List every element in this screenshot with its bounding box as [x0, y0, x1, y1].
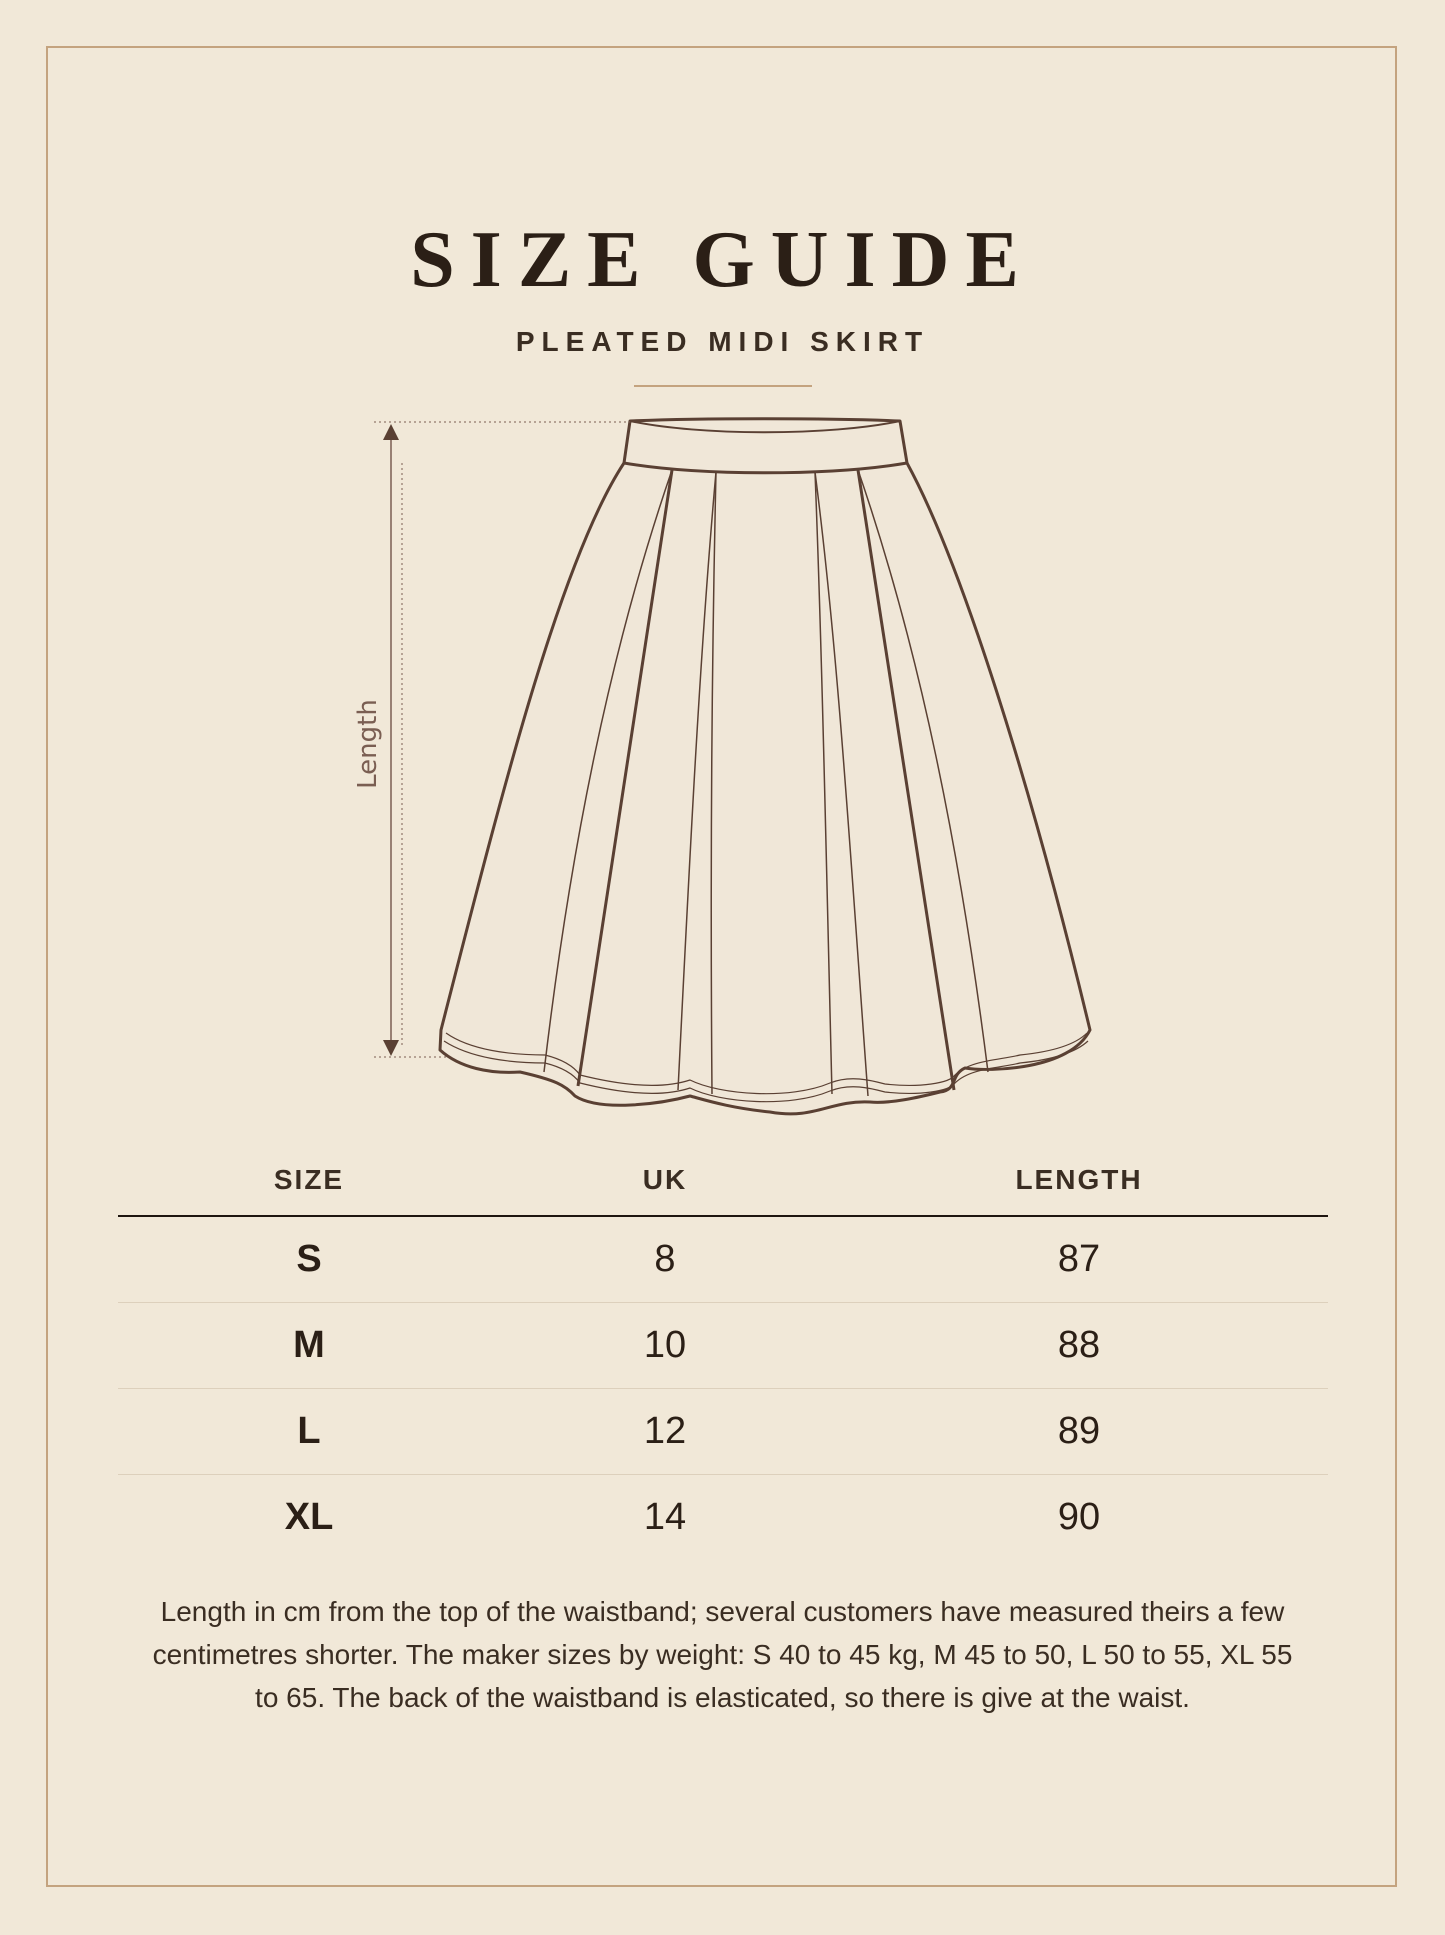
page-title: SIZE GUIDE [410, 216, 1035, 304]
cell-length: 87 [1057, 1238, 1101, 1280]
table-row [118, 1303, 1328, 1389]
cell-uk: 14 [643, 1496, 687, 1538]
arrow-down-icon [383, 1040, 399, 1056]
header-uk: UK [642, 1164, 688, 1195]
cell-length: 88 [1057, 1324, 1101, 1366]
skirt-diagram [340, 404, 1100, 1126]
cell-length: 90 [1057, 1496, 1101, 1538]
cell-uk: 8 [654, 1238, 676, 1280]
cell-size: M [293, 1324, 325, 1366]
size-note: Length in cm from the top of the waistband; several customers have measured theirs a few centimetres shorter. The maker sizes by weight: S 40 to 45 kg, M 45 to 50, L 50 to 55, XL 55 to 65. The back of the waistband is elasticated, so there is give at the waist. [152, 1596, 1293, 1713]
table-row [118, 1389, 1328, 1475]
skirt-outline [440, 463, 1090, 1114]
cell-size: S [296, 1238, 322, 1280]
cell-length: 89 [1057, 1410, 1101, 1452]
table-row [118, 1475, 1328, 1560]
skirt-illustration [440, 419, 1090, 1114]
arrow-up-icon [383, 424, 399, 440]
page-subtitle: PLEATED MIDI SKIRT [515, 326, 930, 357]
cell-size: XL [284, 1496, 334, 1538]
cell-size: L [297, 1410, 321, 1452]
cell-uk: 12 [643, 1410, 687, 1452]
title-divider [634, 385, 812, 387]
table-row [118, 1217, 1328, 1303]
cell-uk: 10 [643, 1324, 687, 1366]
table-header [118, 1145, 1328, 1217]
header-length: LENGTH [1015, 1164, 1143, 1195]
size-table [118, 1145, 1328, 1560]
length-label: Length [353, 699, 383, 789]
header-size: SIZE [273, 1164, 345, 1195]
